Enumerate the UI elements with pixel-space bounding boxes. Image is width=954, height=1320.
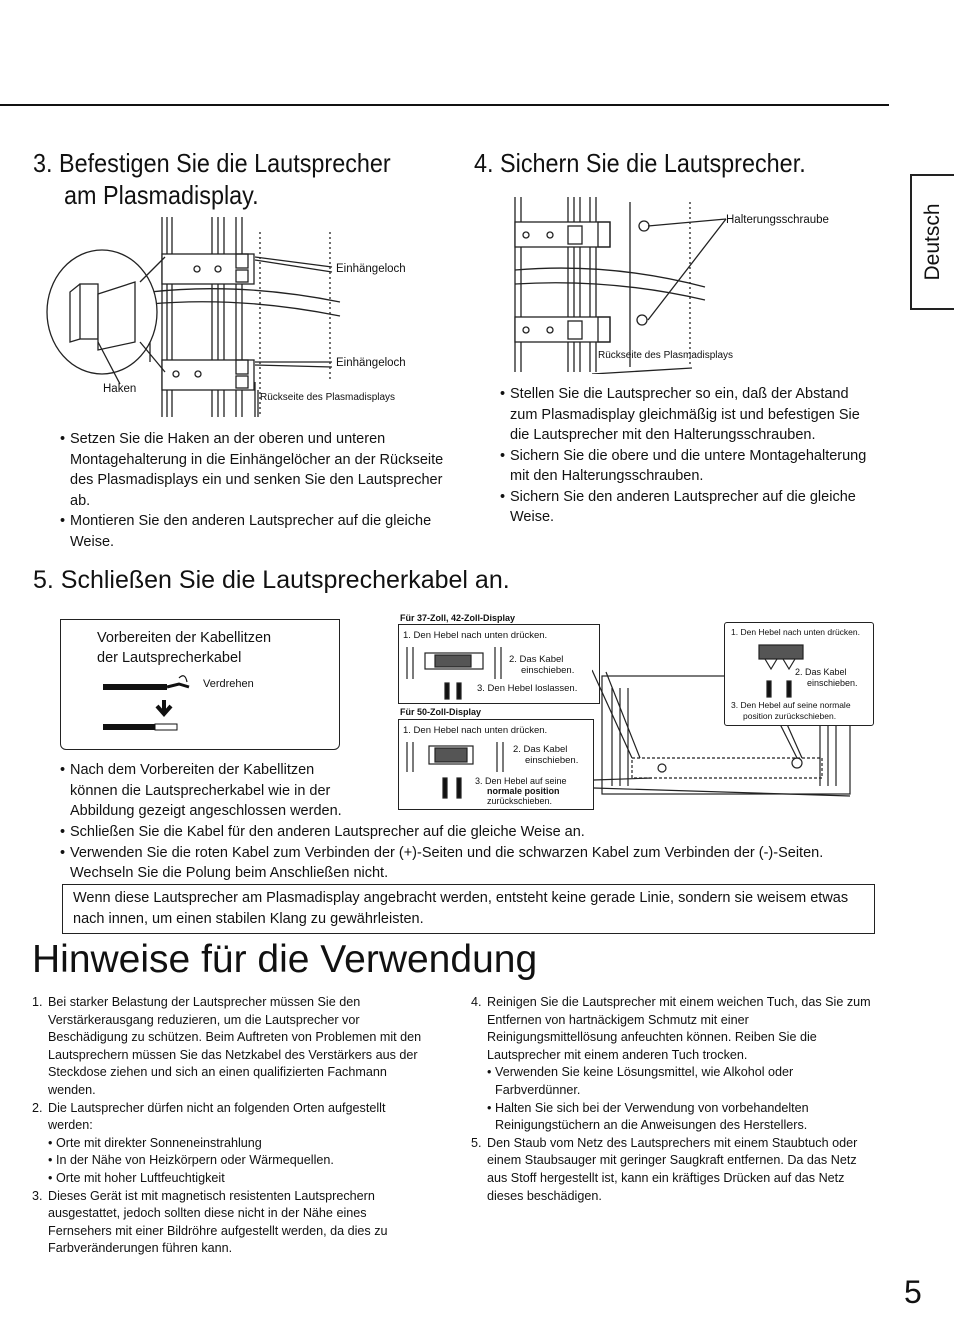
bullet-item: • Sichern Sie den anderen Lautsprecher auf die gleiche Weise. [500, 487, 872, 528]
step5-title: 5. Schließen Sie die Lautsprecherkabel an. [33, 566, 510, 594]
fig50-step2a: 2. Das Kabel [513, 744, 568, 755]
figR-step3b: position zurückschieben. [743, 711, 837, 721]
hint-num: 5. [471, 1135, 482, 1150]
step4-title: 4. Sichern Sie die Lautsprecher. [474, 148, 806, 178]
hint-subitem: • Orte mit hoher Luftfeuchtigkeit [48, 1170, 432, 1188]
figR-step2a: 2. Das Kabel [795, 667, 847, 677]
hint-item [32, 1188, 432, 1258]
hint-text: Den Staub vom Netz des Lautsprechers mit einem Staubtuch oder einem Staubsauger mit geringer Saugkraft entfernen. Da das Netz aus Stoff hergestellt ist, kann ein kräftiges Drücken auf das Netz dieses beschädigen. [487, 1135, 858, 1203]
hint-sublist [487, 1064, 871, 1134]
hint-num: 1. [32, 995, 43, 1009]
hint-subitem: • In der Nähe von Heizkörpern oder Wärmequellen. [48, 1152, 432, 1170]
hint-num: 2. [32, 1100, 43, 1115]
note-box: Wenn diese Lautsprecher am Plasmadisplay angebracht werden, entsteht keine gerade Linie, sondern sie weisem etwas nach innen, um einen stabilen Klang zu gewährleisten. [62, 884, 875, 934]
hints-title: Hinweise für die Verwendung [32, 938, 538, 981]
fig37-panel [398, 624, 600, 704]
hint-text: Bei starker Belastung der Lautsprecher müssen Sie den Verstärkerausgang reduzieren, um die Lautsprecher vor Beschädigung zu schützen. Beim Auftreten von Problemen mit den Lautsprechern müssen Sie das Netzkabel des Verstärkers aus der Steckdose ziehen und sich an einen qualifizierten Fachmann wenden. [48, 995, 422, 1097]
hints-left-list [32, 994, 432, 1258]
hint-text: Die Lautsprecher dürfen nicht an folgenden Orten aufgestellt werden: [48, 1100, 386, 1133]
label-back-4: Rückseite des Plasmadisplays [598, 350, 734, 361]
fig37-step3: 3. Den Hebel loslassen. [477, 683, 578, 694]
step5-left-line1: Nach dem Vorbereiten der Kabellitzen [70, 762, 315, 778]
cable-prep-box [60, 619, 340, 750]
fig50-step1: 1. Den Hebel nach unten drücken. [403, 725, 548, 736]
fig50-step3c: zurückschieben. [487, 796, 553, 806]
hint-subitem: • Orte mit direkter Sonneneinstrahlung [48, 1135, 432, 1153]
fig50-step3a: 3. Den Hebel auf seine [475, 776, 567, 786]
figR-step2b: einschieben. [807, 678, 858, 688]
hint-item [471, 994, 871, 1135]
label-hole-bottom: Einhängeloch [336, 357, 406, 369]
step5-bullet-left: • Nach dem Vorbereiten der Kabellitzen können die Lautsprecherkabel wie in der Abbildung gezeigt angeschlossen werden. [60, 760, 400, 822]
step3-title-line2: am Plasmadisplay. [64, 180, 259, 210]
hint-text: Reinigen Sie die Lautsprecher mit einem weichen Tuch, das Sie zum Entfernen von hartnäckigem Schmutz mit einer Reinigungsmittellösung anfeuchten können. Reiben Sie die Lautsprecher mit einem anderen Tuch trocken. [487, 995, 871, 1062]
figR-step3a: 3. Den Hebel auf seine normale [731, 700, 851, 710]
bullet-item: • Montieren Sie den anderen Lautsprecher auf die gleiche Weise. [60, 511, 450, 552]
hint-item [471, 1135, 871, 1205]
fig50-heading: Für 50-Zoll-Display [400, 707, 482, 717]
fig50-step2b: einschieben. [525, 755, 579, 766]
label-hook: Haken [103, 383, 137, 395]
bullet-item: • Sichern Sie die obere und die untere Montagehalterung mit den Halterungsschrauben. [500, 446, 872, 487]
figR-step1: 1. Den Hebel nach unten drücken. [731, 627, 861, 637]
fig37-heading: Für 37-Zoll, 42-Zoll-Display [400, 613, 516, 623]
fig-right-panel [724, 622, 874, 726]
step4-bullets [500, 384, 872, 528]
hints-right-list [471, 994, 871, 1205]
fig37-step2a: 2. Das Kabel [509, 654, 564, 665]
step3-title-line1: 3. Befestigen Sie die Lautsprecher [33, 148, 391, 178]
fig37-step2b: einschieben. [521, 665, 575, 676]
hint-item [32, 994, 432, 1100]
fig50-panel [398, 719, 594, 810]
label-hole-top: Einhängeloch [336, 263, 406, 275]
bullet-item: • Stellen Sie die Lautsprecher so ein, daß der Abstand zum Plasmadisplay gleichmäßig ist und befestigen Sie die Lautsprecher mit den Halterungsschrauben. [500, 384, 872, 446]
step3-bullets [60, 429, 450, 552]
hint-sublist [48, 1135, 432, 1188]
bullet-item: • Verwenden Sie die roten Kabel zum Verbinden der (+)-Seiten und die schwarzen Kabel zum Verbinden der (-)-Seiten. Wechseln Sie die Polung beim Anschließen nicht. [60, 843, 860, 884]
label-back-3: Rückseite des Plasmadisplays [260, 392, 396, 403]
label-screw: Halterungsschraube [726, 214, 829, 226]
hint-num: 3. [32, 1188, 43, 1203]
prep-line1: Vorbereiten der Kabellitzen [97, 630, 272, 646]
fig50-step3b: normale position [487, 786, 560, 796]
prep-line2: der Lautsprecherkabel [97, 650, 242, 666]
top-rule [0, 104, 889, 106]
step5-left-line2: können die Lautsprecherkabel wie in der [70, 782, 331, 799]
hint-subitem: • Halten Sie sich bei der Verwendung von vorbehandelten Reinigungstüchern an die Anweisungen des Herstellers. [487, 1100, 871, 1135]
language-tab-label: Deutsch [921, 203, 944, 281]
bullet-item: • Setzen Sie die Haken an der oberen und unteren Montagehalterung in die Einhängelöcher an der Rückseite des Plasmadisplays ein und senken Sie den Lautsprecher ab. [60, 429, 450, 511]
fig37-step1: 1. Den Hebel nach unten drücken. [403, 630, 548, 641]
page-number: 5 [904, 1274, 922, 1310]
label-twist: Verdrehen [203, 678, 254, 690]
language-tab [910, 174, 954, 310]
hint-subitem: • Verwenden Sie keine Lösungsmittel, wie Alkohol oder Farbverdünner. [487, 1064, 871, 1099]
hint-num: 4. [471, 995, 482, 1009]
bullet-item: • Schließen Sie die Kabel für den anderen Lautsprecher auf die gleiche Weise an. [60, 822, 860, 843]
hint-item [32, 1100, 432, 1188]
step5-bullets [60, 822, 860, 884]
step5-left-line3: Abbildung gezeigt angeschlossen werden. [70, 803, 342, 819]
hint-text: Dieses Gerät ist mit magnetisch resistenten Lautsprechern ausgestattet, jedoch sollten diese nicht in der Nähe eines Fernsehers mit einer Bildröhre aufgestellt werden, da dies zu Farbveränderungen führen kann. [48, 1188, 388, 1256]
